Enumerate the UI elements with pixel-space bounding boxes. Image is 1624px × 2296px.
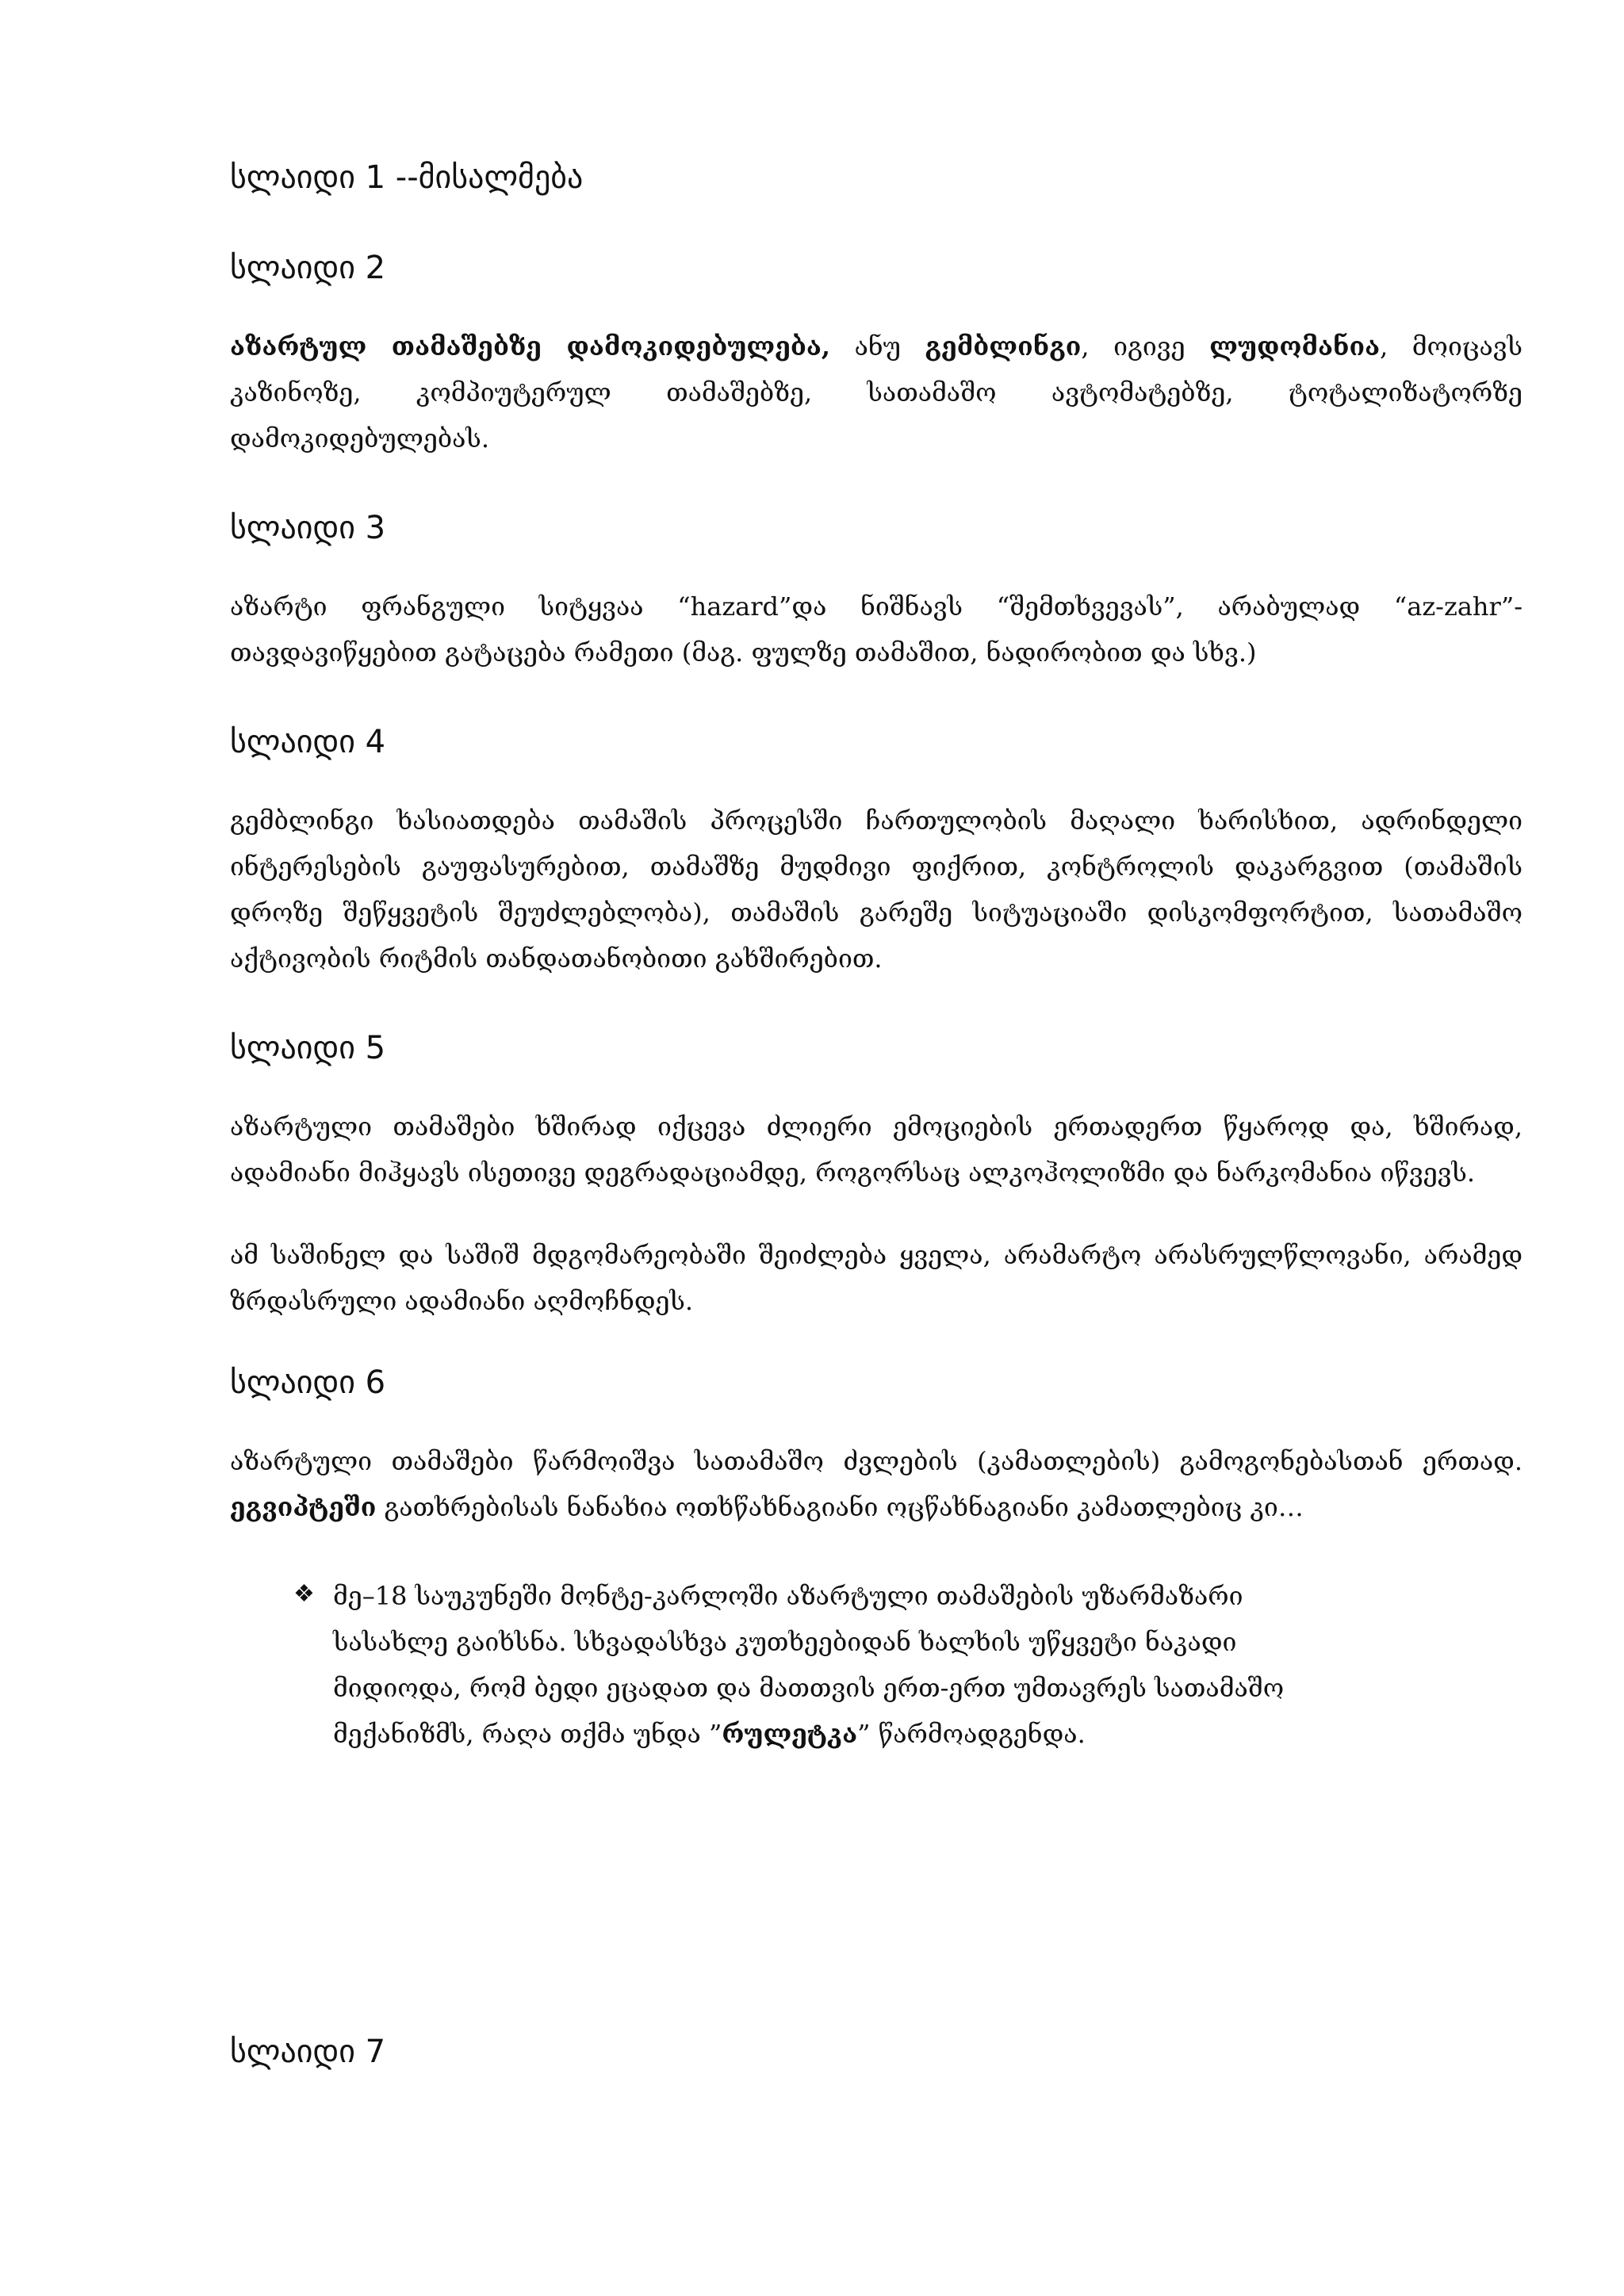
- slide4-heading: სლაიდი 4: [230, 724, 386, 760]
- slide6-text-1: აზარტული თამაშები წარმოიშვა სათამაშო ძვლების (კამათლების) გამოგონებასთან ერთად.: [230, 1446, 1522, 1476]
- diamond-bullet-icon: ❖: [293, 1580, 315, 1608]
- slide2-heading: სლაიდი 2: [230, 250, 386, 286]
- slide5-paragraph-2: ამ საშინელ და საშიშ მდგომარეობაში შეიძლება ყველა, არამარტო არასრულწლოვანი, არამედ ზრდასრული ადამიანი აღმოჩნდეს.: [230, 1240, 1522, 1316]
- term-gambling: გემბლინგი: [925, 331, 1082, 362]
- slide6-heading: სლაიდი 6: [230, 1364, 386, 1401]
- term-ludomania: ლუდომანია: [1209, 331, 1381, 362]
- slide6-paragraph: [230, 1438, 1522, 1530]
- slide2-text-1: ანუ: [830, 331, 925, 362]
- slide2-text-2: , იგივე: [1081, 331, 1210, 362]
- term-gambling-addiction: აზარტულ თამაშებზე დამოკიდებულება,: [230, 331, 831, 362]
- bullet-text: [333, 1573, 1356, 1757]
- slide5-heading: სლაიდი 5: [230, 1030, 386, 1066]
- slide2-text-3: , მოიცავს კაზინოზე, კომპიუტერულ თამაშებზე, სათამაშო ავტომატებზე, ტოტალიზატორზე დამოკიდებულებას.: [230, 331, 1523, 453]
- slide2-paragraph: [230, 323, 1522, 461]
- slide3-paragraph: აზარტი ფრანგული სიტყვაა “hazard”და ნიშნავს “შემთხვევას”, არაბულად “az-zahr”-თავდავიწყებით გატაცება რამეთი (მაგ. ფულზე თამაშით, ნადირობით და სხვ.): [230, 591, 1522, 668]
- slide6-bullet-list: [230, 1573, 1522, 1757]
- list-item: [230, 1573, 1356, 1757]
- slide4-paragraph: გემბლინგი ხასიათდება თამაშის პროცესში ჩართულობის მაღალი ხარისხით, ადრინდელი ინტერესების გაუფასურებით, თამაშზე მუდმივი ფიქრით, კონტროლის დაკარგვით (თამაშის დროზე შეწყვეტის შეუძლებლობა), თამაშის გარეშე სიტუაციაში დისკომფორტით, სათამაშო აქტივობის რიტმის თანდათანობითი გახშირებით.: [230, 806, 1522, 974]
- slide1-heading: სლაიდი 1 --მისალმება: [230, 159, 584, 196]
- bullet-text-1: მე–18 საუკუნეში მონტე-კარლოში აზარტული თამაშების უზარმაზარი სასახლე გაიხსნა. სხვადასხვა კუთხეებიდან ხალხის უწყვეტი ნაკადი მიდიოდა, რომ ბედი ეცადათ და მათთვის ერთ-ერთ უმთავრეს სათამაშო მექანიზმს, რაღა თქმა უნდა ”: [333, 1581, 1285, 1749]
- document-body: [230, 155, 1522, 1757]
- term-roulette: რულეტკა: [722, 1719, 858, 1749]
- bullet-text-2: ” წარმოადგენდა.: [857, 1719, 1086, 1749]
- term-egypt: ეგვიპტეში: [230, 1492, 377, 1522]
- slide6-text-2: გათხრებისას ნანახია ოთხწახნაგიანი ოცწახნაგიანი კამათლებიც კი…: [376, 1492, 1304, 1522]
- slide5-paragraph-1: აზარტული თამაშები ხშირად იქცევა ძლიერი ემოციების ერთადერთ წყაროდ და, ხშირად, ადამიანი მიჰყავს ისეთივე დეგრადაციამდე, როგორსაც ალკოჰოლიზმი და ნარკომანია იწვევს.: [230, 1112, 1522, 1188]
- slide3-heading: სლაიდი 3: [230, 510, 386, 546]
- slide7-heading: სლაიდი 7: [230, 2034, 386, 2070]
